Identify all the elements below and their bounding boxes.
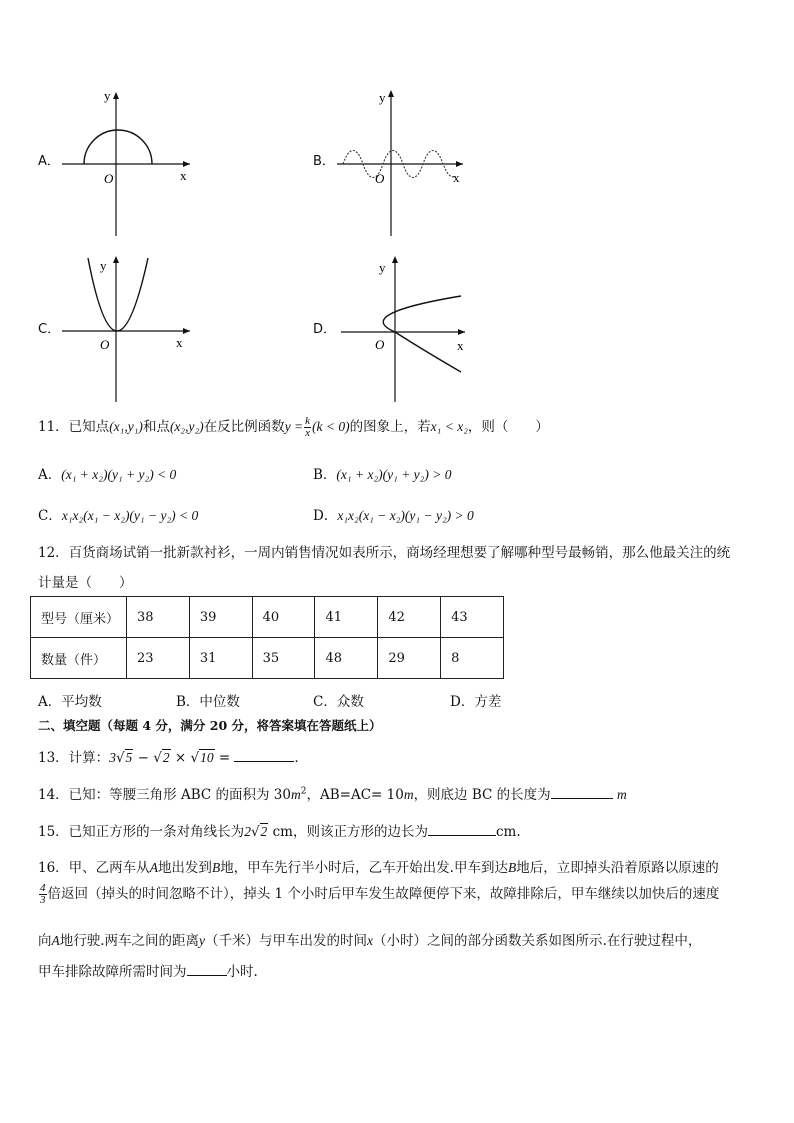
graph-c-parabola [38, 250, 278, 405]
table-cell: 48 [315, 638, 378, 679]
graph-d-sideways-parabola [313, 250, 513, 405]
origin-label: O [104, 171, 114, 186]
question-15: 15．已知正方形的一条对角线长为2√2 cm，则该正方形的边长为 cm. [38, 820, 521, 840]
x-axis-arrow-icon [458, 329, 465, 335]
table-cell: 35 [252, 638, 315, 679]
y-axis-label: y [379, 90, 386, 105]
y-axis-arrow-icon [392, 256, 398, 263]
fraction-k-over-x: $\frac{k}{x}$ [305, 415, 311, 439]
x-axis-label: x [176, 335, 183, 350]
origin-label: O [375, 337, 385, 352]
table-row [31, 638, 504, 679]
question-12-stem-line2: 计量是（ ） [38, 575, 133, 591]
x-axis-arrow-icon [183, 328, 190, 334]
graph-option-c [38, 250, 278, 405]
y-axis-arrow-icon [113, 256, 119, 263]
sqrt-icon: √ [153, 750, 162, 766]
y-axis-label: y [100, 258, 107, 273]
table-cell: 23 [127, 638, 190, 679]
section-2-title: 二、填空题（每题 4 分，满分 20 分，将答案填在答题纸上） [38, 718, 382, 733]
origin-label: O [100, 337, 110, 352]
sqrt-icon: √ [115, 750, 125, 766]
q11-option-a[interactable]: A．(x₁ + x₂)(y₁ + y₂) < 0 [38, 467, 177, 483]
q11-option-b[interactable]: B．(x₁ + x₂)(y₁ + y₂) > 0 [313, 467, 452, 483]
origin-label: O [375, 171, 385, 186]
parabola-curve [88, 258, 148, 331]
graph-option-b [313, 84, 513, 239]
graph-option-a [38, 84, 278, 239]
option-label: C． [38, 322, 61, 337]
q12-option-a[interactable]: A．平均数 [38, 694, 102, 710]
y-axis-label: y [104, 88, 111, 103]
answer-blank[interactable] [428, 821, 496, 836]
table-cell: 40 [252, 597, 315, 638]
table-cell: 29 [378, 638, 441, 679]
table-cell: 43 [441, 597, 504, 638]
q12-option-d[interactable]: D．方差 [450, 694, 502, 710]
table-header-cell: 数量（件） [31, 638, 127, 679]
question-16-line3: 向A地行驶.两车之间的距离y（千米）与甲车出发的时间x（小时）之间的部分函数关系如图所示.在行驶过程中， [38, 933, 702, 949]
y-axis-arrow-icon [388, 90, 394, 97]
sqrt-icon: √ [250, 824, 260, 840]
table-cell: 41 [315, 597, 378, 638]
table-cell: 8 [441, 638, 504, 679]
table-cell: 42 [378, 597, 441, 638]
semicircle-curve [84, 130, 152, 164]
sales-table [30, 596, 504, 679]
question-11-stem: 11．已知点(x₁,y₁)和点(x₂,y₂)在反比例函数y = $\frac{k}{x}$ (k < 0)的图象上，若x₁ < x₂，则（ ） [38, 415, 549, 439]
x-axis-label: x [453, 170, 460, 185]
graph-b-sine-wave [313, 84, 513, 239]
option-label: A． [38, 154, 60, 169]
option-label: D． [313, 322, 337, 337]
question-16-line1: 16．甲、乙两车从A地出发到B地，甲车先行半小时后，乙车开始出发.甲车到达B地后，立即掉头沿着原路以原速的 [38, 860, 719, 876]
graph-a-semicircle [38, 84, 278, 239]
y-axis-arrow-icon [113, 92, 119, 99]
q11-option-d[interactable]: D．x₁x₂(x₁ − x₂)(y₁ − y₂) > 0 [313, 508, 474, 524]
option-label: B． [313, 154, 335, 169]
table-header-cell: 型号（厘米） [31, 597, 127, 638]
x-axis-label: x [457, 338, 464, 353]
answer-blank[interactable] [551, 784, 613, 799]
graph-option-d [313, 250, 513, 405]
question-16-line2: $\frac{4}{3}$ 倍返回（掉头的时间忽略不计），掉头 1 个小时后甲车发生故障便停下来，故障排除后，甲车继续以加快后的速度 [40, 882, 720, 906]
question-13: 13．计算：3√5 − √2 × √10 = ． [38, 746, 308, 766]
question-14: 14．已知：等腰三角形 ABC 的面积为 $30m^2$，AB=AC= 10m，则底边 BC 的长度为 m [38, 783, 627, 803]
table-cell: 39 [189, 597, 252, 638]
question-12-stem-line1: 12．百货商场试销一批新款衬衫，一周内销售情况如表所示，商场经理想要了解哪种型号最畅销，那么他最关注的统 [38, 545, 731, 561]
table-cell: 38 [127, 597, 190, 638]
x-axis-arrow-icon [456, 161, 463, 167]
question-16-line4: 甲车排除故障所需时间为 小时. [38, 960, 258, 980]
table-row [31, 597, 504, 638]
answer-blank[interactable] [187, 961, 227, 976]
q11-option-c[interactable]: C．x₁x₂(x₁ − x₂)(y₁ − y₂) < 0 [38, 508, 199, 524]
q12-option-c[interactable]: C．众数 [313, 694, 364, 710]
table-cell: 31 [189, 638, 252, 679]
x-axis-arrow-icon [183, 161, 190, 167]
x-axis-label: x [180, 168, 187, 183]
answer-blank[interactable] [234, 747, 294, 762]
sqrt-icon: √ [190, 750, 200, 766]
y-axis-label: y [379, 260, 386, 275]
q12-option-b[interactable]: B．中位数 [176, 694, 240, 710]
fraction-4-over-3: $\frac{4}{3}$ [40, 882, 46, 906]
